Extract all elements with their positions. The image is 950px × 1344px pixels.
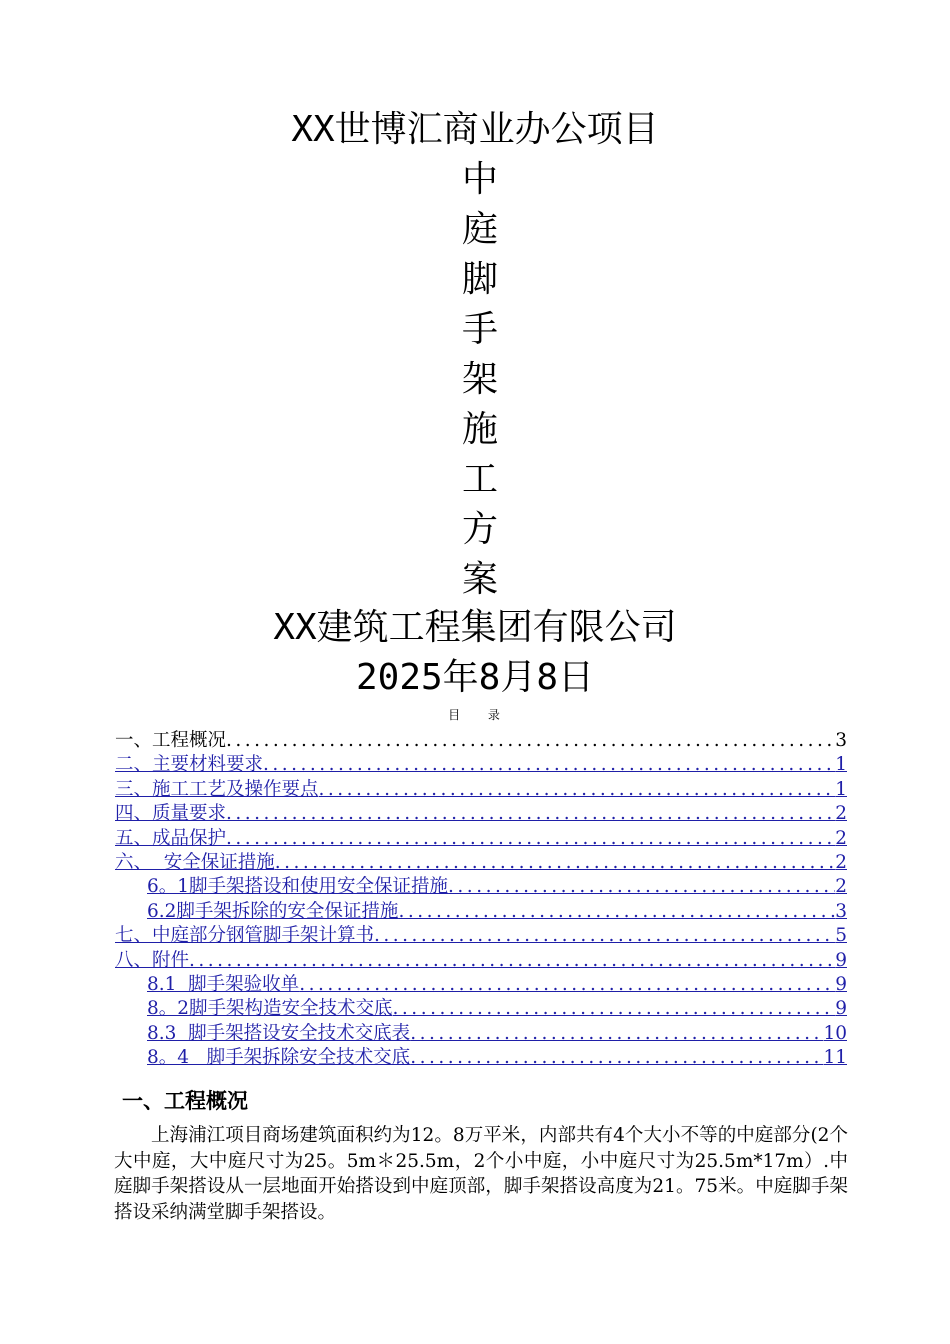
toc-dot-leader xyxy=(275,851,835,875)
toc-dot-leader xyxy=(393,997,836,1021)
title-char: 中 xyxy=(461,159,498,200)
title-char: 方 xyxy=(461,509,498,550)
toc-entry-page: 1 xyxy=(835,778,847,800)
toc-dot-leader xyxy=(398,900,835,924)
title-char: 架 xyxy=(461,359,498,400)
toc-entry-label: 8。4 脚手架拆除安全技术交底 xyxy=(147,1047,411,1069)
toc-entry[interactable] xyxy=(115,729,847,753)
toc-entry-page: 2 xyxy=(835,827,847,849)
section-heading: 一、工程概况 xyxy=(122,1089,248,1113)
toc-entry-label: 二、主要材料要求 xyxy=(115,754,264,776)
toc-entry-label: 三、施工工艺及操作要点 xyxy=(115,778,319,800)
toc-dot-leader xyxy=(263,753,835,777)
company-name: XX建筑工程集团有限公司 xyxy=(273,607,677,648)
toc-dot-leader xyxy=(299,973,835,997)
toc-entry-link[interactable] xyxy=(115,973,847,997)
toc-entry-label: 七、中庭部分钢管脚手架计算书 xyxy=(115,925,375,947)
title-char: 脚 xyxy=(461,259,498,300)
title-char: 施 xyxy=(461,409,498,450)
toc-entry-link[interactable] xyxy=(115,900,847,924)
toc-entry-page: 3 xyxy=(835,900,847,922)
toc-entry-link[interactable] xyxy=(115,924,847,948)
toc-entry-link[interactable] xyxy=(115,827,847,851)
toc-entry-page: 5 xyxy=(835,925,847,947)
toc-entry-link[interactable] xyxy=(115,778,847,802)
toc-entry-link[interactable] xyxy=(115,851,847,875)
toc-entry-link[interactable] xyxy=(115,1022,847,1046)
toc-heading: 目 录 xyxy=(448,708,512,722)
toc-entry-link[interactable] xyxy=(115,997,847,1021)
title-char: 手 xyxy=(461,309,498,350)
toc-dot-leader xyxy=(226,729,835,753)
toc-entry-page: 3 xyxy=(835,730,847,751)
title-char: 庭 xyxy=(461,209,498,250)
toc-entry-page: 2 xyxy=(835,803,847,825)
toc-entry-label: 8.3 脚手架搭设安全技术交底表 xyxy=(147,1022,411,1044)
toc-entry-label: 八、附件 xyxy=(115,949,190,971)
toc-dot-leader xyxy=(226,802,835,826)
toc-entry-page: 9 xyxy=(835,998,847,1020)
toc-dot-leader xyxy=(410,1046,823,1070)
toc-dot-leader xyxy=(226,827,835,851)
toc-entry-link[interactable] xyxy=(115,802,847,826)
body-paragraph: 上海浦江项目商场建筑面积约为12。8万平米，内部共有4个大小不等的中庭部分(2个大中庭，大中庭尺寸为25。5m＊25.5m，2个小中庭，小中庭尺寸为25.5m*17m）.中庭脚手架搭设从一层地面开始搭设到中庭顶部，脚手架搭设高度为21。75米。中庭脚手架搭设采纳满堂脚手架搭设。 xyxy=(114,1125,848,1223)
toc-dot-leader xyxy=(410,1022,823,1046)
toc-entry-page: 9 xyxy=(835,949,847,971)
toc-dot-leader xyxy=(189,949,835,973)
toc-entry-page: 10 xyxy=(823,1022,847,1044)
toc-entry-label: 四、质量要求 xyxy=(115,803,227,825)
toc-entry-page: 9 xyxy=(835,973,847,995)
table-of-contents xyxy=(115,729,847,1070)
toc-entry-page: 2 xyxy=(835,876,847,898)
toc-entry-label: 五、成品保护 xyxy=(115,827,227,849)
toc-dot-leader xyxy=(374,924,835,948)
toc-entry-label: 六、 安全保证措施 xyxy=(115,851,275,873)
toc-entry-label: 6。1脚手架搭设和使用安全保证措施 xyxy=(147,876,449,898)
title-char: 案 xyxy=(461,559,498,600)
project-title: XX世博汇商业办公项目 xyxy=(291,109,659,150)
toc-entry-label: 8。2脚手架构造安全技术交底 xyxy=(147,998,393,1020)
toc-entry-label: 一、工程概况 xyxy=(115,730,227,751)
toc-entry-label: 8.1 脚手架验收单 xyxy=(147,973,300,995)
toc-entry-link[interactable] xyxy=(115,949,847,973)
toc-entry-page: 1 xyxy=(835,754,847,776)
toc-entry-page: 11 xyxy=(823,1047,847,1069)
toc-entry-label: 6.2脚手架拆除的安全保证措施 xyxy=(147,900,399,922)
toc-entry-link[interactable] xyxy=(115,875,847,899)
title-char: 工 xyxy=(461,459,498,500)
toc-dot-leader xyxy=(448,875,835,899)
toc-entry-page: 2 xyxy=(835,851,847,873)
document-date: 2025年8月8日 xyxy=(355,657,595,698)
toc-entry-link[interactable] xyxy=(115,1046,847,1070)
toc-entry-link[interactable] xyxy=(115,753,847,777)
toc-dot-leader xyxy=(319,778,836,802)
